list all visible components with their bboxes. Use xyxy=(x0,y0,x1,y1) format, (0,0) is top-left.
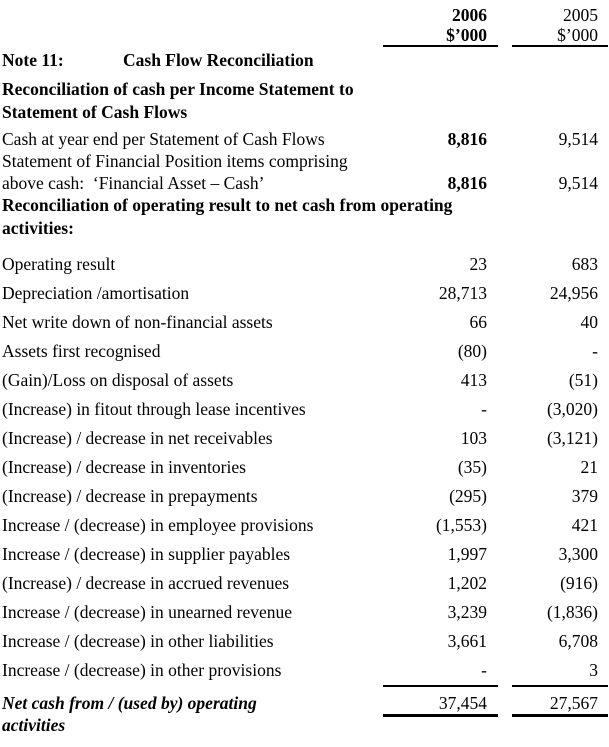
value-2005: 24,956 xyxy=(549,283,598,303)
value-2005: 3 xyxy=(512,656,608,687)
table-row xyxy=(0,250,609,279)
row-label: (Increase) / decrease in prepayments xyxy=(2,486,258,506)
value-2005: - xyxy=(592,341,598,361)
value-2006: 3,239 xyxy=(447,602,487,622)
value-2006: 413 xyxy=(460,370,487,390)
total-value-2005 xyxy=(512,692,608,717)
value-2005: (3,121) xyxy=(546,428,598,448)
row-label: (Increase) in fitout through lease incentives xyxy=(2,399,306,419)
table-row xyxy=(0,453,609,482)
table-row xyxy=(0,128,609,150)
column-year-header-row xyxy=(0,5,609,25)
section-heading-line: activities: xyxy=(2,218,74,238)
table-row xyxy=(0,627,609,656)
row-label: (Gain)/Loss on disposal of assets xyxy=(2,370,234,390)
value-2006: 103 xyxy=(460,428,487,448)
row-label: Operating result xyxy=(2,254,116,274)
value-2006: 28,713 xyxy=(438,283,487,303)
value-2006: 1,997 xyxy=(447,544,487,564)
table-row xyxy=(0,569,609,598)
table-row xyxy=(0,511,609,540)
total-label-line: activities xyxy=(2,715,66,735)
column-unit-2006: $’000 xyxy=(383,25,498,47)
table-row xyxy=(0,540,609,569)
value-2006: 66 xyxy=(469,312,487,332)
total-label xyxy=(0,692,383,736)
value-2006: 1,202 xyxy=(447,573,487,593)
row-label: Increase / (decrease) in unearned revenue xyxy=(2,602,293,622)
value-2006: (35) xyxy=(457,457,487,477)
value-2005: 9,514 xyxy=(558,173,598,193)
total-label-line: Net cash from / (used by) operating xyxy=(2,693,257,713)
row-label: Net write down of non-financial assets xyxy=(2,312,273,332)
value-2005: 421 xyxy=(571,515,598,535)
section-heading-operating-reconciliation xyxy=(0,194,609,240)
value-2006: (295) xyxy=(449,486,487,506)
row-label: (Increase) / decrease in inventories xyxy=(2,457,246,477)
value-2006: 3,661 xyxy=(447,631,487,651)
row-label: Cash at year end per Statement of Cash Flows xyxy=(2,129,325,149)
row-label: Assets first recognised xyxy=(2,341,161,361)
row-label: Depreciation /amortisation xyxy=(2,283,190,303)
total-value-2006 xyxy=(383,692,498,717)
table-row xyxy=(0,279,609,308)
row-label-line: above cash: ‘Financial Asset – Cash’ xyxy=(2,173,265,193)
note-title-line xyxy=(0,49,609,71)
column-year-2005: 2005 xyxy=(563,5,598,25)
total-value-2006-text: 37,454 xyxy=(438,693,487,713)
row-label: (Increase) / decrease in net receivables xyxy=(2,428,273,448)
table-row xyxy=(0,656,609,687)
row-label-line: Statement of Financial Position items comprising xyxy=(2,151,348,171)
operating-items-table xyxy=(0,250,609,687)
section-heading-line: Statement of Cash Flows xyxy=(2,102,188,122)
table-row xyxy=(0,482,609,511)
row-label xyxy=(0,150,383,194)
value-2006: (80) xyxy=(457,341,487,361)
row-label: Increase / (decrease) in other provisions xyxy=(2,660,282,680)
note-title: Cash Flow Reconciliation xyxy=(123,50,314,70)
section-heading-line: Reconciliation of cash per Income Statement to xyxy=(2,79,354,99)
note-number: Note 11: xyxy=(2,50,64,70)
value-2006: 8,816 xyxy=(447,173,487,193)
value-2005: 379 xyxy=(571,486,598,506)
value-2005: (1,836) xyxy=(546,602,598,622)
table-row xyxy=(0,395,609,424)
column-unit-2005: $’000 xyxy=(512,25,608,47)
total-value-2005-text: 27,567 xyxy=(549,693,598,713)
value-2005: (916) xyxy=(560,573,598,593)
section-heading-line: Reconciliation of operating result to net cash from operating xyxy=(2,195,453,215)
value-2005: 6,708 xyxy=(558,631,598,651)
table-row xyxy=(0,337,609,366)
value-2006: - xyxy=(383,656,498,687)
row-label: (Increase) / decrease in accrued revenues xyxy=(2,573,290,593)
value-2005: (3,020) xyxy=(546,399,598,419)
value-2006: 23 xyxy=(469,254,487,274)
value-2005: 683 xyxy=(571,254,598,274)
value-2006: (1,553) xyxy=(435,515,487,535)
value-2006: - xyxy=(481,399,487,419)
value-2005: 3,300 xyxy=(558,544,598,564)
row-label: Increase / (decrease) in supplier payables xyxy=(2,544,291,564)
row-label: Increase / (decrease) in employee provisions xyxy=(2,515,314,535)
value-2005: (51) xyxy=(568,370,598,390)
table-row xyxy=(0,598,609,627)
section-heading-cash-reconciliation xyxy=(0,78,609,124)
table-row xyxy=(0,150,609,194)
value-2005: 40 xyxy=(580,312,598,332)
value-2005: 21 xyxy=(580,457,598,477)
value-2005: 9,514 xyxy=(558,129,598,149)
column-year-2006: 2006 xyxy=(452,5,487,25)
table-row xyxy=(0,308,609,337)
value-2006: 8,816 xyxy=(447,129,487,149)
row-label: Increase / (decrease) in other liabilities xyxy=(2,631,274,651)
column-unit-header-row xyxy=(0,25,609,47)
table-row xyxy=(0,366,609,395)
total-row xyxy=(0,692,609,736)
table-row xyxy=(0,424,609,453)
